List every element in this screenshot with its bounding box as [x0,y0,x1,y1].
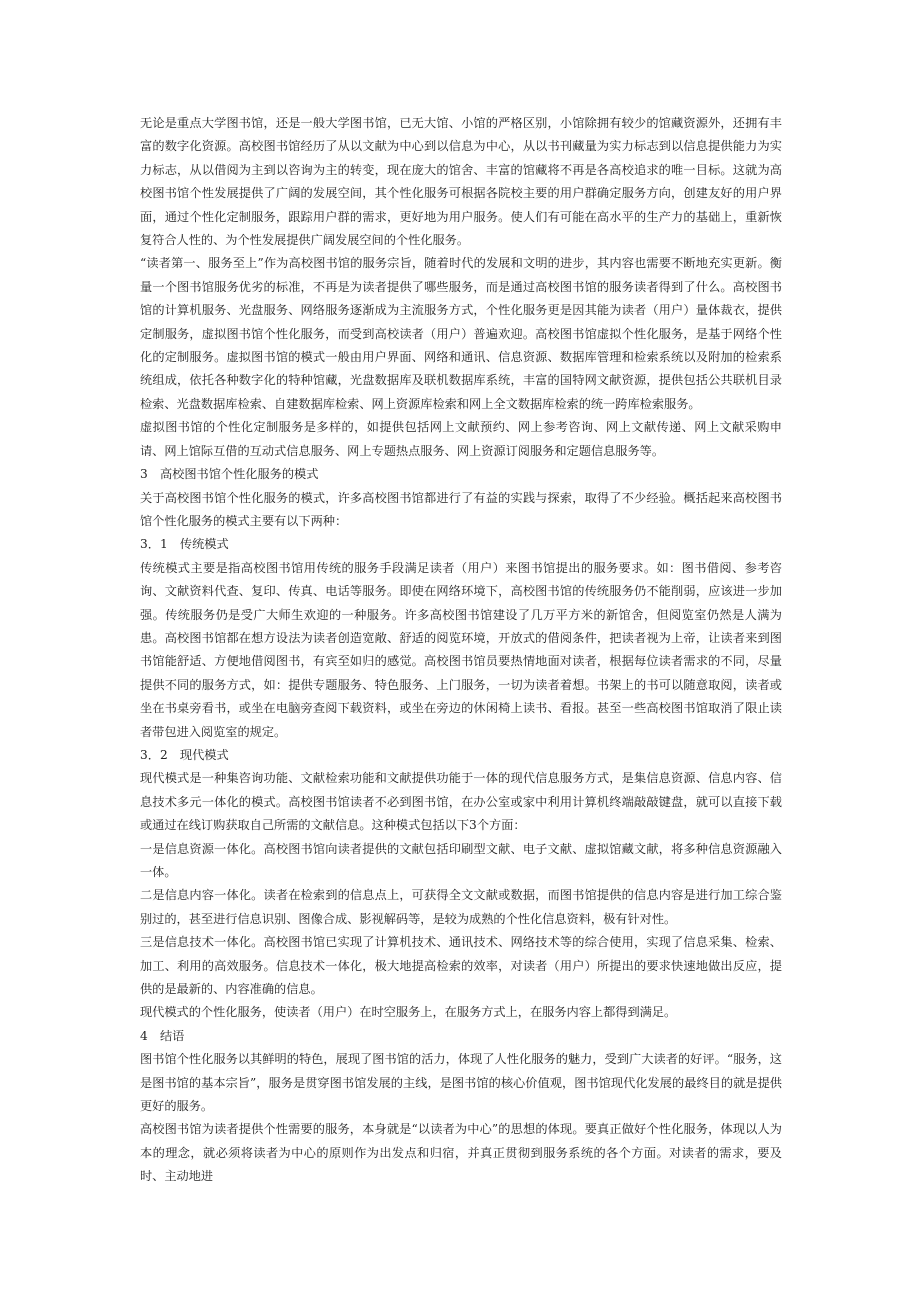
paragraph-resource-integration: 一是信息资源一体化。高校图书馆向读者提供的文献包括印刷型文献、电子文献、虚拟馆藏文献，将多种信息资源融入一体。 [140,841,782,879]
paragraph-traditional-mode: 传统模式主要是指高校图书馆用传统的服务手段满足读者（用户）来图书馆提出的服务要求。如：图书借阅、参考咨询、文献资料代查、复印、传真、电话等服务。即使在网络环境下，高校图书馆的传统服务仍不能削弱，应该进一步加强。传统服务仍是受广大师生欢迎的一种服务。许多高校图书馆建设了几万平方米的新馆舍，但阅览室仍然是人满为患。高校图书馆都在想方设法为读者创造宽敞、舒适的阅览环境，开放式的借阅条件，把读者视为上帝，让读者来到图书馆能舒适、方便地借阅图书，有宾至如归的感觉。高校图书馆员要热情地面对读者，根据每位读者需求的不同，尽量提供不同的服务方式，如：提供专题服务、特色服务、上门服务，一切为读者着想。书架上的书可以随意取阅，读者或坐在书桌旁看书，或坐在电脑旁查阅下载资料，或坐在旁边的休闲椅上读书、看报。甚至一些高校图书馆取消了限止读者带包进入阅览室的规定。 [140,560,782,739]
paragraph-reader-first: “读者第一、服务至上”作为高校图书馆的服务宗旨，随着时代的发展和文明的进步，其内容也需要不断地充实更新。衡量一个图书馆服务优劣的标准，不再是为读者提供了哪些服务，而是通过高校图书馆的服务读者得到了什么。高校图书馆的计算机服务、光盘服务、网络服务逐渐成为主流服务方式，个性化服务更是因其能为读者（用户）量体裁衣，提供定制服务，虚拟图书馆个性化服务，而受到高校读者（用户）普遍欢迎。高校图书馆虚拟个性化服务，是基于网络个性化的定制服务。虚拟图书馆的模式一般由用户界面、网络和通讯、信息资源、数据库管理和检索系统以及附加的检索系统组成，依托各种数字化的特种馆藏，光盘数据库及联机数据库系统，丰富的国特网文献资源，提供包括公共联机目录检索、光盘数据库检索、自建数据库检索、网上资源库检索和网上全文数据库检索的统一跨库检索服务。 [140,256,782,411]
paragraph-digital-resources: 无论是重点大学图书馆，还是一般大学图书馆，已无大馆、小馆的严格区别，小馆除拥有较少的馆藏资源外，还拥有丰富的数字化资源。高校图书馆经历了从以文献为中心到以信息为中心，从以书刊藏量为实力标志到以信息提供能力为实力标志，从以借阅为主到以咨询为主的转变，现在庞大的馆舍、丰富的馆藏将不再是各高校追求的唯一目标。这就为高校图书馆个性发展提供了广阔的发展空间，其个性化服务可根据各院校主要的用户群确定服务方向，创建友好的用户界面，通过个性化定制服务，跟踪用户群的需求，更好地为用户服务。使人们有可能在高水平的生产力的基础上，重新恢复符合人性的、为个性发展提供广阔发展空间的个性化服务。 [140,116,782,248]
paragraph-technology-integration: 三是信息技术一体化。高校图书馆已实现了计算机技术、通讯技术、网络技术等的综合使用，实现了信息采集、检索、加工、利用的高效服务。信息技术一体化，极大地提高检索的效率，对读者（用户）所提出的要求快速地做出反应，提供的是最新的、内容准确的信息。 [140,935,782,997]
paragraph-modern-mode: 现代模式是一种集咨询功能、文献检索功能和文献提供功能于一体的现代信息服务方式，是集信息资源、信息内容、信息技术多元一体化的模式。高校图书馆读者不必到图书馆，在办公室或家中利用计算机终端敲敲键盘，就可以直接下载或通过在线订购获取自己所需的文献信息。这种模式包括以下3个方面： [140,771,782,833]
paragraph-modern-summary: 现代模式的个性化服务，使读者（用户）在时空服务上，在服务方式上，在服务内容上都得到满足。 [140,1005,677,1020]
document-body [140,112,782,1189]
section-heading-3-1: 3．1 传统模式 [140,537,229,552]
paragraph-virtual-library: 虚拟图书馆的个性化定制服务是多样的，如提供包括网上文献预约、网上参考咨询、网上文献传递、网上文献采购申请、网上馆际互借的互动式信息服务、网上专题热点服务、网上资源订阅服务和定题信息服务等。 [140,420,782,458]
section-heading-3-2: 3．2 现代模式 [140,747,229,762]
paragraph-modes-intro: 关于高校图书馆个性化服务的模式，许多高校图书馆都进行了有益的实践与探索，取得了不少经验。概括起来高校图书馆个性化服务的模式主要有以下两种： [140,490,782,528]
paragraph-reader-centered: 高校图书馆为读者提供个性需要的服务，本身就是“以读者为中心”的思想的体现。要真正做好个性化服务，体现以人为本的理念，就必须将读者为中心的原则作为出发点和归宿，并真正贯彻到服务系统的各个方面。对读者的需求，要及时、主动地进 [140,1122,782,1184]
section-heading-4: 4 结语 [140,1028,185,1043]
paragraph-conclusion: 图书馆个性化服务以其鲜明的特色，展现了图书馆的活力，体现了人性化服务的魅力，受到广大读者的好评。“服务，这是图书馆的基本宗旨”，服务是贯穿图书馆发展的主线，是图书馆的核心价值观，图书馆现代化发展的最终目的就是提供更好的服务。 [140,1052,782,1114]
section-heading-3: 3 高校图书馆个性化服务的模式 [140,467,319,482]
paragraph-content-integration: 二是信息内容一体化。读者在检索到的信息点上，可获得全文文献或数据，而图书馆提供的信息内容是进行加工综合鉴别过的，甚至进行信息识别、图像合成、影视解码等，是较为成熟的个性化信息资料，极有针对性。 [140,888,782,926]
